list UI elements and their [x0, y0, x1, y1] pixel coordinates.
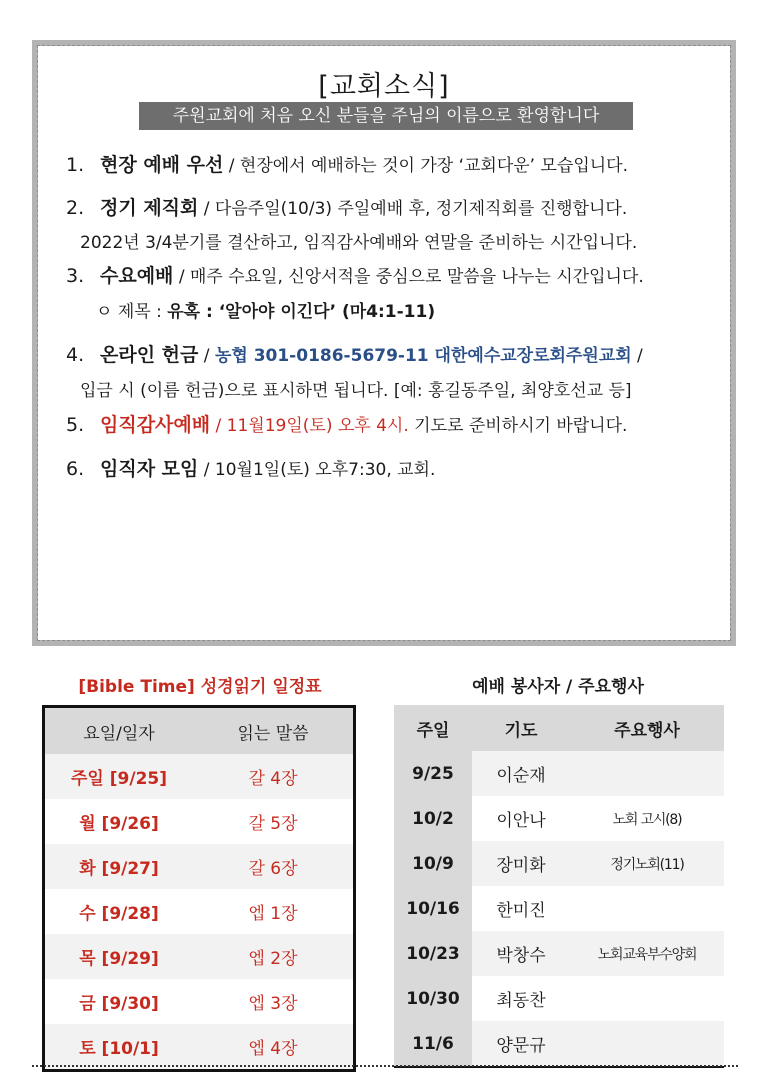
table-row	[394, 976, 724, 1021]
news-item-6	[66, 454, 435, 481]
news-item-3-line2	[96, 297, 435, 322]
table-row	[44, 844, 355, 889]
prayer-leader: 박창수	[472, 931, 570, 976]
column-header-date: 주일	[394, 705, 472, 751]
item-heading: 수요예배	[100, 265, 174, 287]
bible-schedule-table	[42, 705, 356, 1072]
welcome-banner: 주원교회에 처음 오신 분들을 주님의 이름으로 환영합니다	[139, 102, 633, 130]
column-header-prayer: 기도	[472, 705, 570, 751]
news-item-4-line2: 입금 시 (이름 헌금)으로 표시하면 됩니다. [예: 홍길동주일, 최양호선교 등]	[80, 381, 632, 401]
item-number: 4.	[66, 344, 85, 366]
table-row	[44, 979, 355, 1024]
news-item-3	[66, 261, 644, 288]
reading-passage: 갈 4장	[193, 754, 355, 799]
item-separator: /	[198, 346, 215, 366]
item-number: 6.	[66, 458, 85, 480]
reading-passage: 갈 5장	[193, 799, 355, 844]
item-number: 3.	[66, 265, 85, 287]
prayer-leader: 최동찬	[472, 976, 570, 1021]
service-schedule-title: 예배 봉사자 / 주요행사	[472, 677, 644, 697]
table-row	[44, 799, 355, 844]
reading-day: 주일 [9/25]	[44, 754, 194, 799]
news-item-5	[66, 410, 627, 437]
item-separator-end: /	[631, 346, 643, 366]
reading-passage: 엡 2장	[193, 934, 355, 979]
sermon-title-label: ㅇ 제목 :	[96, 302, 168, 322]
prayer-leader: 한미진	[472, 886, 570, 931]
column-header-day: 요일/일자	[44, 707, 194, 755]
table-row	[44, 1024, 355, 1071]
service-date: 10/30	[394, 976, 472, 1021]
item-highlight: / 11월19일(토) 오후 4시.	[210, 416, 409, 436]
item-number: 1.	[66, 154, 85, 176]
reading-passage: 갈 6장	[193, 844, 355, 889]
news-item-2-line2: 2022년 3/4분기를 결산하고, 임직감사예배와 연말을 준비하는 시간입니다.	[80, 233, 638, 253]
table-row	[44, 889, 355, 934]
reading-day: 금 [9/30]	[44, 979, 194, 1024]
main-event	[570, 886, 724, 931]
main-event: 정기노회(11)	[570, 841, 724, 886]
item-heading: 정기 제직회	[100, 197, 199, 219]
item-text: / 다음주일(10/3) 주일예배 후, 정기제직회를 진행합니다.	[198, 199, 628, 219]
prayer-leader: 양문규	[472, 1021, 570, 1067]
main-event: 노회 고시(8)	[570, 796, 724, 841]
table-row	[394, 796, 724, 841]
table-row	[394, 841, 724, 886]
main-event	[570, 976, 724, 1021]
table-row	[394, 886, 724, 931]
reading-passage: 엡 3장	[193, 979, 355, 1024]
news-item-4	[66, 340, 643, 367]
item-text: 기도로 준비하시기 바랍니다.	[408, 416, 628, 436]
prayer-leader: 이안나	[472, 796, 570, 841]
table-row	[44, 754, 355, 799]
table-header-row	[394, 705, 724, 751]
page-divider	[32, 1065, 738, 1067]
column-header-event: 주요행사	[570, 705, 724, 751]
item-number: 2.	[66, 197, 85, 219]
bank-account: 농협 301-0186-5679-11 대한예수교장로회주원교회	[214, 346, 632, 366]
reading-passage: 엡 4장	[193, 1024, 355, 1071]
service-date: 9/25	[394, 751, 472, 796]
reading-day: 화 [9/27]	[44, 844, 194, 889]
service-date: 10/16	[394, 886, 472, 931]
prayer-leader: 장미화	[472, 841, 570, 886]
news-item-2	[66, 193, 627, 220]
table-row	[44, 934, 355, 979]
service-date: 11/6	[394, 1021, 472, 1067]
column-header-reading: 읽는 말씀	[193, 707, 355, 755]
table-row	[394, 751, 724, 796]
item-heading: 온라인 헌금	[100, 344, 199, 366]
reading-day: 수 [9/28]	[44, 889, 194, 934]
item-text: / 매주 수요일, 신앙서적을 중심으로 말씀을 나누는 시간입니다.	[173, 267, 644, 287]
bible-schedule-title: [Bible Time] 성경읽기 일정표	[78, 677, 322, 697]
reading-day: 목 [9/29]	[44, 934, 194, 979]
reading-day: 월 [9/26]	[44, 799, 194, 844]
service-date: 10/2	[394, 796, 472, 841]
main-event	[570, 751, 724, 796]
main-event: 노회교육부수양회	[570, 931, 724, 976]
church-news-box	[32, 40, 736, 646]
table-row	[394, 931, 724, 976]
service-date: 10/23	[394, 931, 472, 976]
item-heading: 임직감사예배	[100, 414, 211, 436]
item-text: / 현장에서 예배하는 것이 가장 ‘교회다운’ 모습입니다.	[223, 156, 628, 176]
reading-day: 토 [10/1]	[44, 1024, 194, 1071]
reading-passage: 엡 1장	[193, 889, 355, 934]
table-header-row	[44, 707, 355, 755]
prayer-leader: 이순재	[472, 751, 570, 796]
item-heading: 현장 예배 우선	[100, 154, 224, 176]
news-title: [교회소식]	[318, 71, 450, 102]
item-text: / 10월1일(토) 오후7:30, 교회.	[198, 460, 436, 480]
item-number: 5.	[66, 414, 85, 436]
news-item-1	[66, 150, 628, 177]
service-schedule-table	[394, 705, 724, 1068]
item-heading: 임직자 모임	[100, 458, 199, 480]
table-row	[394, 1021, 724, 1067]
sermon-title: 유혹 : ‘알아야 이긴다’ (마4:1-11)	[167, 302, 436, 322]
main-event	[570, 1021, 724, 1067]
service-date: 10/9	[394, 841, 472, 886]
